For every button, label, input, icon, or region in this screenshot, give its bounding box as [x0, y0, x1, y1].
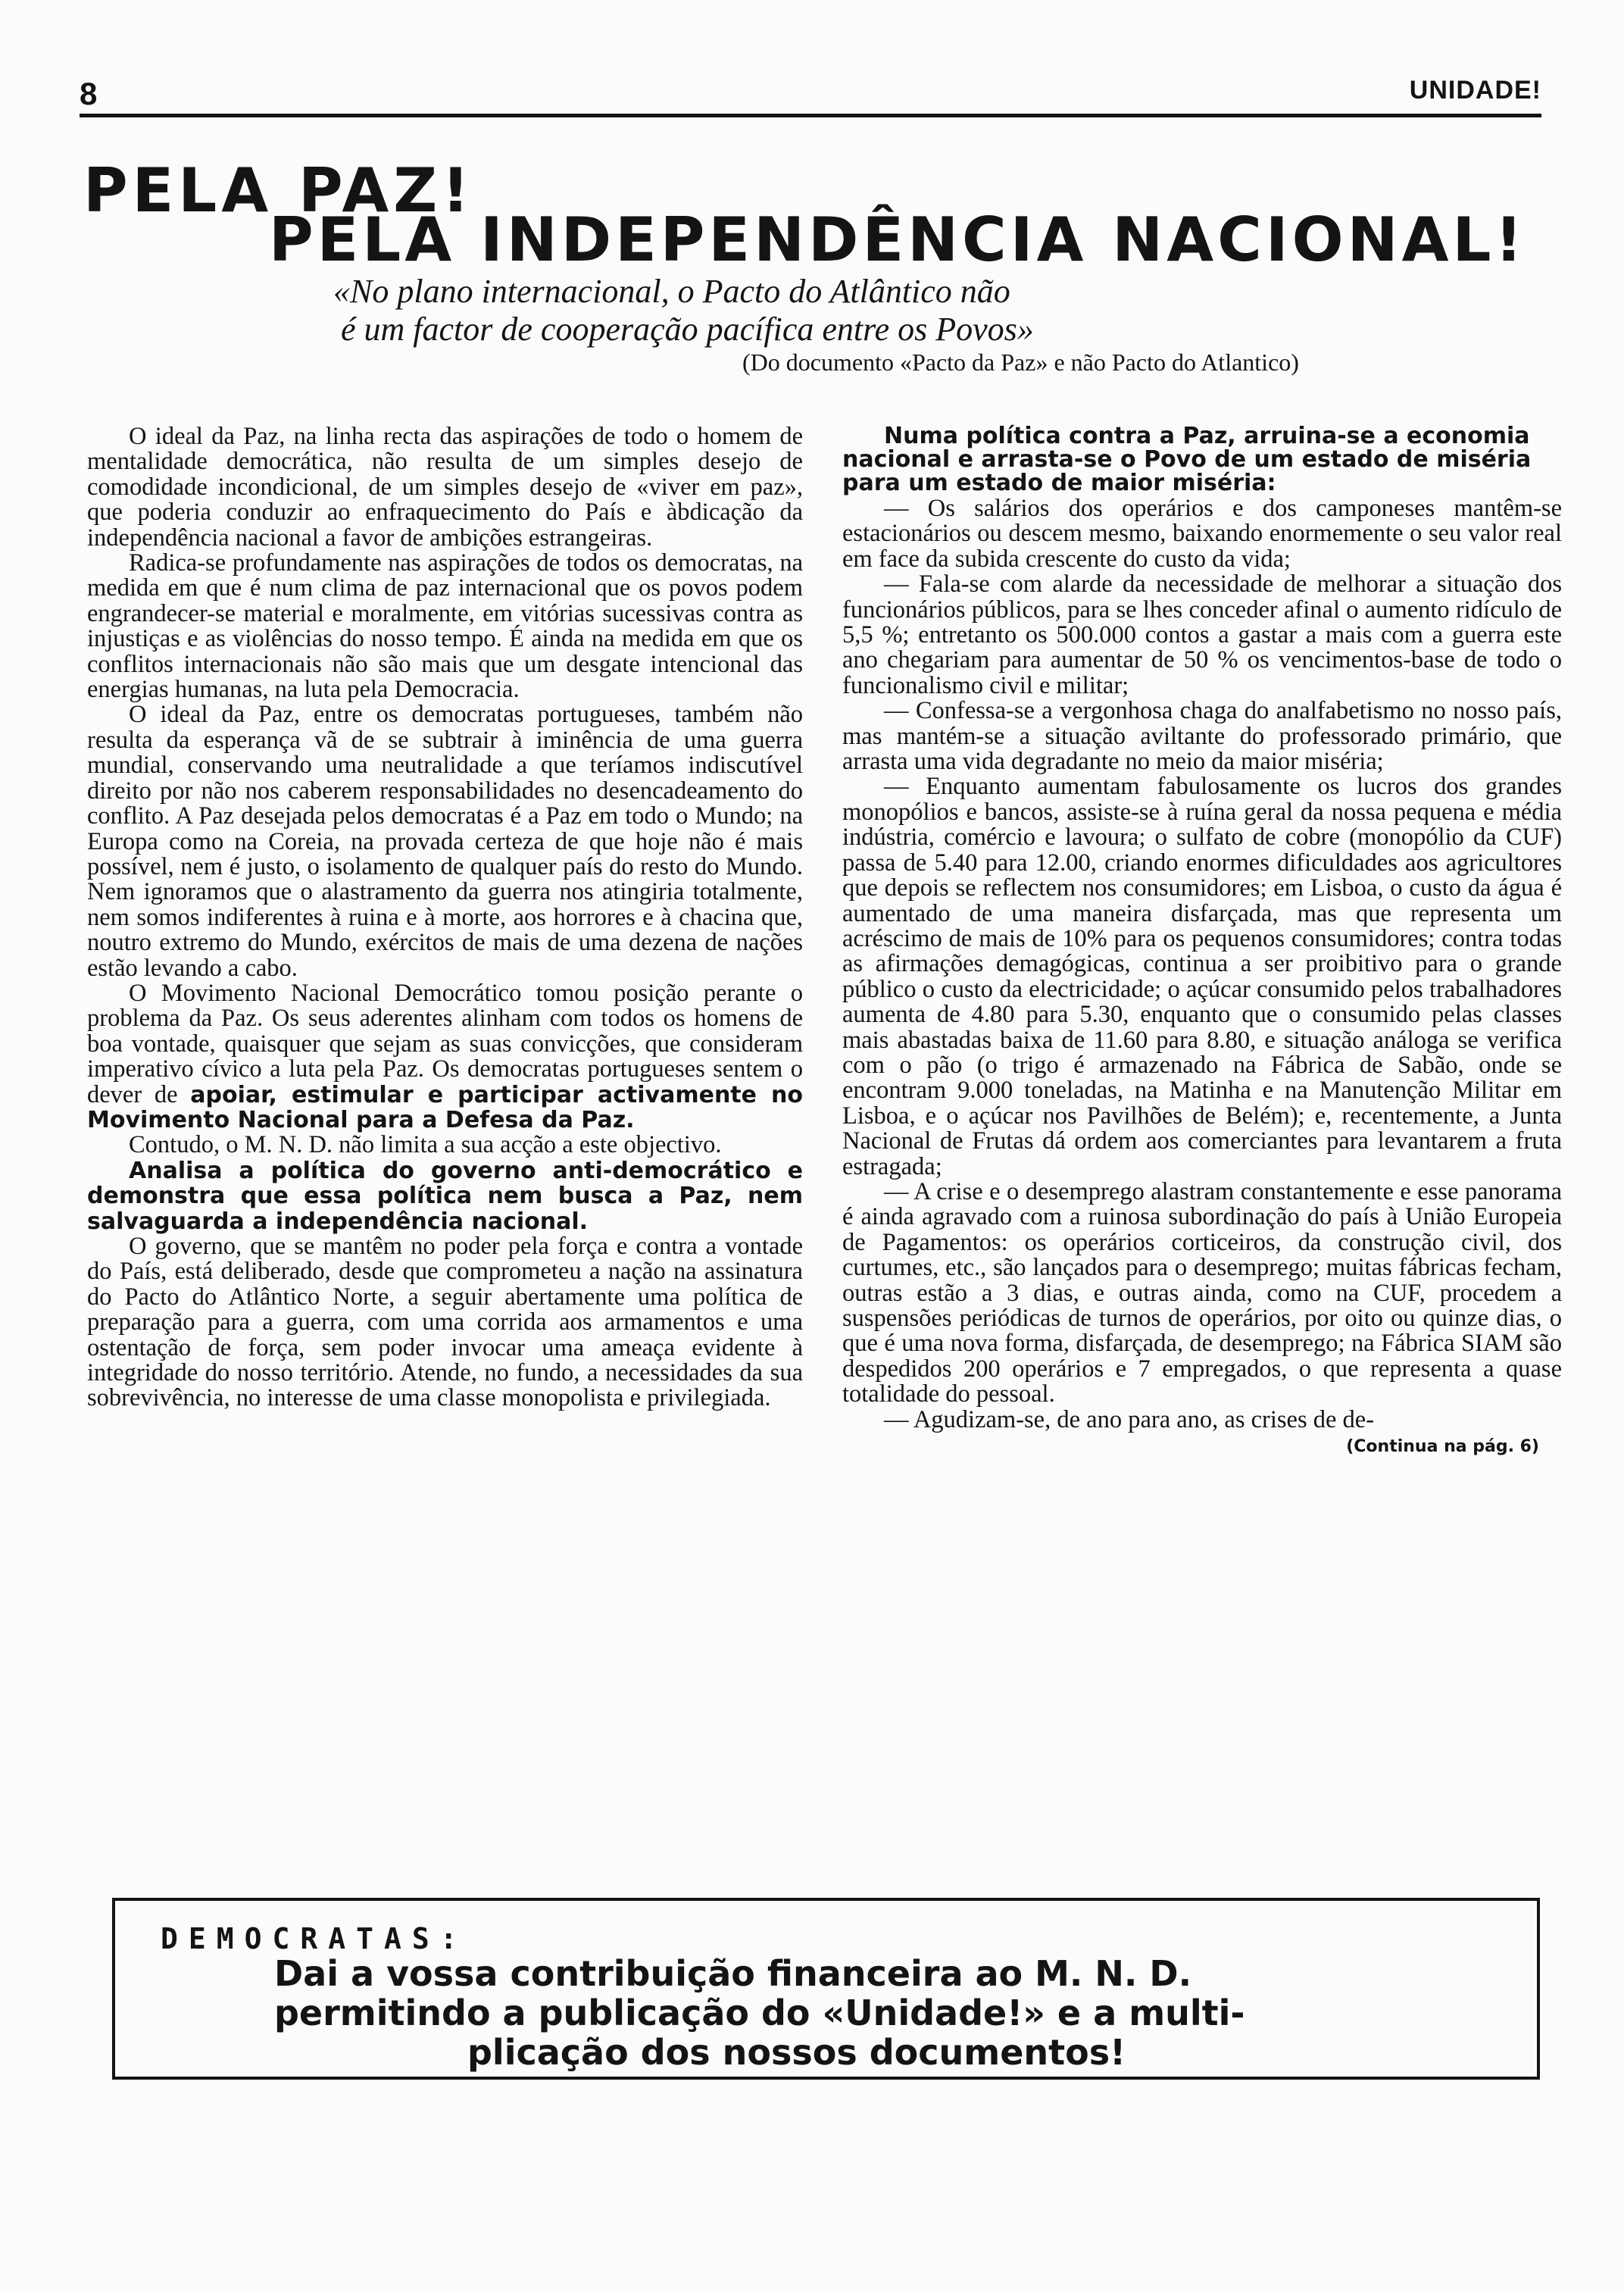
- left-paragraph-2: Radica-se profundamente nas aspirações de todos os democratas, na medida em que é num clima de paz internacional que os povos podem engrandecer-se material e moralmente, em vitórias sucessivas contra as injustiças e as violências do nosso tempo. É ainda na medida em que os conflitos internacionais não são mais que um desgate intencional das energias humanas, na luta pela Democracia.: [87, 549, 803, 704]
- continuation-note: (Continua na pág. 6): [1346, 1437, 1539, 1457]
- left-subheading: Analisa a política do governo anti-democrático e demonstra que essa política nem busca a Paz, nem salvaguarda a independência nacional.: [87, 1157, 803, 1235]
- appeal-line-3: plicação dos nossos documentos!: [467, 2032, 1126, 2073]
- left-paragraph-6: O governo, que se mantêm no poder pela força e contra a vontade do País, está deliberado, desde que comprometeu a nação na assinatura do Pacto do Atlântico Norte, a seguir abertamente uma política de preparação para a guerra, com uma corrida aos armamentos e uma ostentação de força, sem poder invocar uma ameaça evidente à integridade do nosso território. Atende, no fundo, a necessidades da sua sobrevivência, no interesse de uma classe monopolista e privilegiada.: [87, 1233, 803, 1412]
- masthead: UNIDADE!: [1409, 76, 1541, 105]
- appeal-line-2: permitindo a publicação do «Unidade!» e a multi-: [274, 1993, 1245, 2033]
- right-paragraph-4: — Enquanto aumentam fabulosamente os lucros dos grandes monopólios e bancos, assiste-se à ruína geral da nossa pequena e média indústria, comércio e lavoura; o sulfato de cobre (monopólio da CUF) passa de 5.40 para 12.00, criando enormes dificuldades aos agricultores que depois se reflectem nos consumidores; em Lisboa, o custo da água é aumentado de uma maneira disfarçada, mas que representa um acréscimo de mais de 10% para os pequenos consumidores; contra todas as afirmações demagógicas, continua a ser proibitivo para o grande público o custo da electricidade; o açúcar consumido pelos trabalhadores aumenta de 4.80 para 5.30, enquanto que o consumido pelas classes mais abastadas baixa de 11.60 para 8.80, e situação análoga se verifica com o pão (o trigo é armazenado na Fábrica de Sabão, onde se encontram 9.000 toneladas, na Matinha e na Manutenção Militar em Lisboa, e o açúcar nos Pavilhões de Belém); e, recentemente, a Junta Nacional de Frutas dá ordem aos comerciantes para levantarem a fruta estragada;: [842, 773, 1562, 1180]
- title-line-1: PELA PAZ!: [83, 155, 474, 226]
- right-paragraph-5: — A crise e o desemprego alastram constantemente e esse panorama é ainda agravado com a ruinosa subordinação do país à União Europeia de Pagamentos: os operários corticeiros, da construção civil, dos curtumes, etc., são lançados para o desemprego; muitas fábricas fecham, outras estão a 3 dias, e outras ainda, como na CUF, procedem a suspensões periódicas de turnos de operários, por oito ou quinze dias, o que é uma nova forma, disfarçada, de desemprego; na Fábrica SIAM são despedidos 200 operários e 7 empregados, o que representa a quase totalidade do pessoal.: [842, 1177, 1562, 1408]
- title-line-2: PELA INDEPENDÊNCIA NACIONAL!: [269, 205, 1526, 275]
- left-paragraph-1: O ideal da Paz, na linha recta das aspirações de todo o homem de mentalidade democrática, não resulta de um simples desejo de comodidade incondicional, de um simples desejo de «viver em paz», que poderia conduzir ao enfraquecimento do País e àbdicação da independência nacional a favor de ambições estrangeiras.: [87, 423, 803, 552]
- right-paragraph-6: — Agudizam-se, de ano para ano, as crises de de-: [884, 1405, 1375, 1433]
- appeal-text: [274, 1954, 1501, 2072]
- epigraph: [333, 273, 1394, 348]
- epigraph-source: (Do documento «Pacto da Paz» e não Pacto do Atlantico): [742, 348, 1299, 376]
- left-paragraph-4-emphasis: apoiar, estimular e participar activamente no Movimento Nacional para a Defesa da Paz.: [87, 1081, 803, 1133]
- left-paragraph-3: O ideal da Paz, entre os democratas portugueses, também não resulta da esperança vã de se subtrair à iminência de uma guerra mundial, conservando uma neutralidade a que teríamos indiscutível direito por não nos caberem responsabilidades no desencadeamento do conflito. A Paz desejada pelos democratas é a Paz em todo o Mundo; na Europa como na Coreia, na provada certeza de que hoje não é mais possível, nem é justo, o isolamento de qualquer país do resto do Mundo. Nem ignoramos que o alastramento da guerra nos atingiria totalmente, nem somos indiferentes à ruina e à morte, aos horrores e à chacina que, noutro extremo do Mundo, exércitos de mais de uma dezena de nações estão levando a cabo.: [87, 701, 803, 982]
- right-column: [842, 424, 1562, 1459]
- header-rule: [80, 114, 1541, 117]
- right-paragraph-3: — Confessa-se a vergonhosa chaga do analfabetismo no nosso país, mas mantém-se a situação aviltante do professorado primário, que arrasta uma vida degradante no meio da maior miséria;: [842, 697, 1562, 776]
- page-number: 8: [80, 76, 98, 111]
- left-paragraph-4: [87, 981, 803, 1133]
- left-paragraph-4-text: O Movimento Nacional Democrático tomou posição perante o problema da Paz. Os seus aderentes alinham com todos os homens de boa vontade, quaisquer que sejam as suas convicções, que consideram imperativo cívico a luta pela Paz. Os democratas portugueses sentem o dever de: [87, 979, 803, 1108]
- appeal-line-1: Dai a vossa contribuição financeira ao M. N. D.: [274, 1953, 1192, 1994]
- epigraph-line-2: é um factor de cooperação pacífica entre os Povos»: [341, 311, 1034, 348]
- appeal-heading: DEMOCRATAS:: [161, 1922, 468, 1955]
- right-heading: Numa política contra a Paz, arruina-se a economia nacional e arrasta-se o Povo de um estado de miséria para um estado de maior miséria:: [842, 423, 1532, 496]
- appeal-box: [112, 1898, 1540, 2080]
- left-column: [87, 424, 803, 1411]
- right-paragraph-2: — Fala-se com alarde da necessidade de melhorar a situação dos funcionários públicos, para se lhes conceder afinal o aumento ridículo de 5,5 %; entretanto os 500.000 contos a gastar a mais com a guerra este ano chegariam para aumentar de 50 % os vencimentos-base de todo o funcionalismo civil e militar;: [842, 570, 1562, 699]
- epigraph-line-1: «No plano internacional, o Pacto do Atlântico não: [333, 273, 1010, 310]
- right-paragraph-1: — Os salários dos operários e dos camponeses mantêm-se estacionários ou descem mesmo, baixando enormemente o seu valor real em face da subida crescente do custo da vida;: [842, 495, 1562, 573]
- left-paragraph-5: Contudo, o M. N. D. não limita a sua acção a este objectivo.: [129, 1131, 722, 1159]
